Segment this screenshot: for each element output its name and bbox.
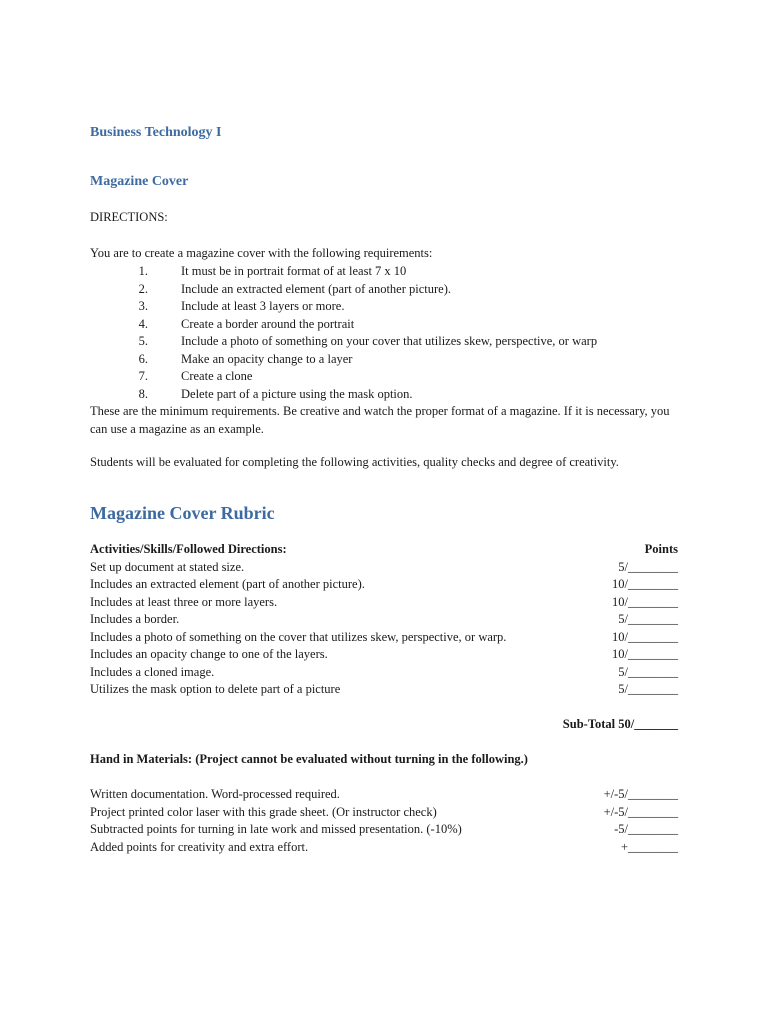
rubric-item-label: Includes a cloned image.	[90, 664, 215, 679]
table-row	[90, 629, 678, 647]
list-item-text: Include an extracted element (part of another picture).	[181, 281, 452, 296]
document-page	[90, 0, 680, 1024]
rubric-item-label: Includes an extracted element (part of another picture).	[90, 577, 365, 591]
hand-in-item-label: Project printed color laser with this grade sheet. (Or instructor check)	[90, 804, 437, 819]
table-row	[90, 559, 678, 577]
hand-in-table	[90, 786, 678, 856]
list-item	[90, 333, 680, 351]
rubric-item-points: 5/________	[618, 664, 678, 679]
rubric-item-label: Includes at least three or more layers.	[90, 594, 278, 609]
list-item-text: Include a photo of something on your cover that utilizes skew, perspective, or warp	[181, 334, 598, 348]
list-item	[90, 351, 680, 369]
list-item-number: 5.	[138, 334, 148, 348]
rubric-item-label: Includes a photo of something on the cover that utilizes skew, perspective, or warp.	[90, 629, 507, 644]
list-item	[90, 263, 680, 281]
list-item-text: It must be in portrait format of at least 7 x 10	[181, 264, 407, 278]
list-item-number: 8.	[138, 386, 148, 401]
rubric-title: Magazine Cover Rubric	[90, 503, 275, 523]
rubric-table	[90, 541, 678, 699]
list-item-text: Create a border around the portrait	[181, 316, 355, 331]
list-item-text: Delete part of a picture using the mask option.	[181, 386, 413, 401]
list-item	[90, 298, 680, 316]
section-title: Magazine Cover	[90, 174, 189, 189]
hand-in-item-label: Added points for creativity and extra effort.	[90, 839, 309, 854]
list-item	[90, 281, 680, 299]
directions-label: DIRECTIONS:	[90, 210, 168, 224]
hand-in-item-points: -5/________	[614, 822, 678, 836]
table-row	[90, 646, 678, 664]
list-item	[90, 316, 680, 334]
table-row	[90, 611, 678, 629]
rubric-item-points: 5/________	[618, 612, 678, 626]
hand-in-item-points: +/-5/________	[603, 787, 678, 801]
rubric-item-points: 10/________	[612, 577, 678, 591]
list-item-number: 1.	[138, 264, 148, 278]
rubric-item-label: Utilizes the mask option to delete part of a picture	[90, 682, 341, 696]
hand-in-heading: Hand in Materials: (Project cannot be evaluated without turning in the following.)	[90, 752, 528, 766]
rubric-item-label: Includes an opacity change to one of the layers.	[90, 647, 328, 661]
hand-in-item-label: Subtracted points for turning in late work and missed presentation. (-10%)	[90, 822, 462, 836]
table-row	[90, 576, 678, 594]
table-row	[90, 681, 678, 699]
minimum-requirements-note: These are the minimum requirements. Be creative and watch the proper format of a magazine. If it is necessary, you can use a magazine as an example.	[90, 404, 670, 436]
intro-text: You are to create a magazine cover with the following requirements:	[90, 246, 433, 260]
rubric-item-label: Set up document at stated size.	[90, 559, 245, 574]
list-item-number: 3.	[138, 299, 148, 313]
list-item-number: 4.	[138, 316, 148, 331]
course-title: Business Technology I	[90, 125, 222, 140]
rubric-item-label: Includes a border.	[90, 612, 180, 626]
list-item-text: Make an opacity change to a layer	[181, 351, 353, 366]
list-item-text: Create a clone	[181, 369, 253, 383]
rubric-item-points: 5/________	[618, 559, 678, 574]
rubric-item-points: 10/________	[612, 629, 678, 644]
list-item	[90, 386, 680, 404]
evaluation-note: Students will be evaluated for completing the following activities, quality checks and degree of creativity.	[90, 455, 619, 469]
hand-in-item-points: +________	[620, 839, 678, 854]
list-item-number: 6.	[138, 351, 148, 366]
rubric-subtotal: Sub-Total 50/_______	[562, 717, 678, 731]
hand-in-item-points: +/-5/________	[603, 804, 678, 819]
hand-in-item-label: Written documentation. Word-processed required.	[90, 787, 340, 801]
rubric-header-points: Points	[644, 542, 678, 556]
rubric-header-row	[90, 541, 678, 559]
rubric-header-activities: Activities/Skills/Followed Directions:	[90, 542, 287, 556]
requirements-list	[90, 263, 680, 403]
table-row	[90, 786, 678, 804]
list-item-text: Include at least 3 layers or more.	[181, 299, 345, 313]
rubric-item-points: 10/________	[612, 647, 678, 661]
rubric-item-points: 10/________	[612, 594, 678, 609]
list-item	[90, 368, 680, 386]
table-row	[90, 839, 678, 857]
list-item-number: 2.	[138, 281, 148, 296]
table-row	[90, 664, 678, 682]
table-row	[90, 821, 678, 839]
table-row	[90, 594, 678, 612]
rubric-item-points: 5/________	[618, 682, 678, 696]
table-row	[90, 804, 678, 822]
list-item-number: 7.	[138, 369, 148, 383]
